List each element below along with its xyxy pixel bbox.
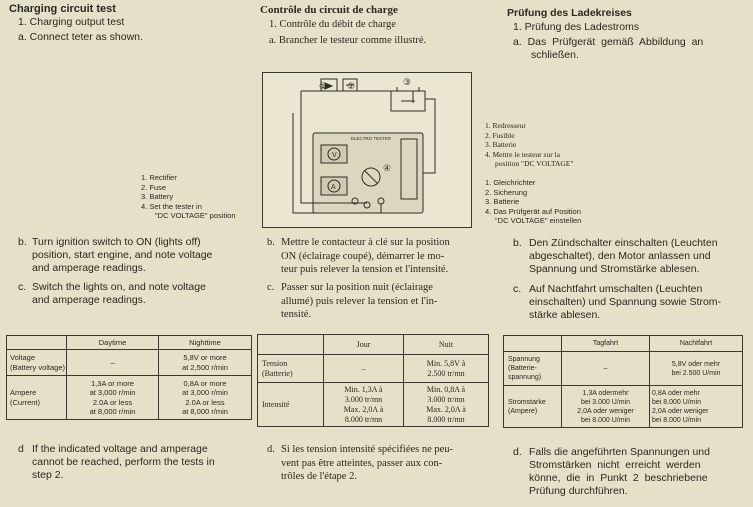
en-legend-item: 4. Set the tester in [141, 201, 202, 211]
callout-3: ③ [403, 78, 412, 88]
fr-step-d [267, 443, 497, 484]
fr-table-cell: Min. 0,8A à 3.000 tr/mn Max. 2,0A à 8.000 tr/mn [404, 383, 489, 427]
fr-step-c-marker: c. [267, 282, 275, 293]
de-table-cell: 5,8V oder mehr bei 2.500 U/min [650, 352, 743, 386]
fr-step-c [267, 281, 497, 322]
de-legend-item: "DC VOLTAGE" einstellen [495, 216, 582, 225]
fr-table-cell: – [324, 355, 404, 383]
fr-table-cell: Min. 5,8V à 2.500 tr/mn [404, 355, 489, 383]
en-step-b-line: position, start engine, and note voltage [32, 249, 213, 261]
english-column [0, 0, 255, 507]
de-table-col-tagfahrt: Tagfahrt [562, 336, 650, 352]
fr-step-b-line: Mettre le contacteur à clé sur la position [281, 237, 450, 248]
german-column [485, 0, 728, 507]
fr-step-c-line: allumé) puis relever la tension et l'in- [281, 295, 438, 307]
en-table-cell: 5,8V or more at 2,500 r/min [159, 350, 252, 376]
fr-step-b-marker: b. [267, 237, 275, 248]
fr-legend-item: 2. Fusible [485, 130, 515, 140]
fr-table-col-jour: Jour [324, 335, 404, 355]
fr-legend-item: position "DC VOLTAGE" [495, 159, 574, 168]
de-step-d-line: Stromstärken nicht erreicht werden [529, 459, 701, 471]
tester-wiring-figure [262, 72, 472, 228]
en-step-b-marker: b. [18, 236, 27, 248]
fr-spec-table [257, 334, 489, 427]
de-step-d-line: Falls die angeführten Spannungen und [529, 446, 710, 458]
de-step-b-line: Den Zündschalter einschalten (Leuchten [529, 237, 718, 249]
fr-step-d-marker: d. [267, 444, 275, 455]
de-step-b-marker: b. [513, 237, 522, 249]
en-step-d-line: step 2. [32, 469, 64, 481]
svg-text:V: V [332, 152, 337, 159]
de-step-c [513, 283, 753, 322]
de-item-a [513, 36, 753, 62]
de-table-row-label: Stromstarke (Ampere) [504, 386, 562, 428]
en-table-col-daytime: Daytime [67, 336, 159, 350]
en-step-c [18, 281, 258, 307]
en-figure-legend [141, 173, 266, 221]
en-legend-item: 3. Battery [141, 192, 174, 201]
de-step-d-line: könne, die in Punkt 2 beschriebene [529, 472, 708, 484]
fr-step-d-line: vent pas être atteintes, passer aux con- [281, 457, 443, 469]
de-legend-item: 1. Gleichrichter [485, 178, 536, 187]
fr-item-1: 1. Contrôle du débit de charge [269, 19, 396, 30]
en-step-d-line: cannot be reached, perform the tests in [32, 456, 215, 468]
de-step-b-line: Spannung und Stromstärke ablesen. [529, 263, 700, 275]
en-title: Charging circuit test [9, 3, 116, 15]
en-step-d [18, 443, 258, 482]
de-table-row-label: Spannung (Batterie- spannung) [504, 352, 562, 386]
fr-table-row-label: Tension (Batterie) [258, 355, 324, 383]
fr-step-c-line: tensité. [281, 309, 312, 320]
en-legend-item: 2. Fuse [141, 182, 167, 192]
de-table-col-nachtfahrt: Nachtfahrt [650, 336, 743, 352]
en-table-corner [7, 336, 67, 350]
en-table-col-nighttime: Nighttime [159, 336, 252, 350]
de-item-a-line: schließen. [531, 49, 579, 61]
en-table-cell: – [67, 350, 159, 376]
de-step-c-line: Auf Nachtfahrt umschalten (Leuchten [529, 283, 703, 295]
fr-table-col-nuit: Nuit [404, 335, 489, 355]
de-table-cell: 0,8A oder mehr bei 8.000 U/min 2,0A oder weniger bei 8.000 U/min [650, 386, 743, 428]
en-step-d-line: If the indicated voltage and amperage [32, 443, 208, 455]
de-figure-legend [485, 178, 635, 226]
en-step-c-marker: c. [18, 281, 27, 293]
callout-1: ① [319, 82, 328, 92]
de-step-c-line: stärke ablesen. [529, 309, 601, 321]
de-table-cell: – [562, 352, 650, 386]
fr-item-a: a. Brancher le testeur comme illustré. [269, 35, 427, 46]
fr-title: Contrôle du circuit de charge [260, 4, 398, 16]
de-table-cell: 1,3A odermehr bei 3.000 U/min 2,0A oder weniger bei 8.000 U/min [562, 386, 650, 428]
fr-table-cell: Min. 1,3A à 3.000 tr/mn Max. 2,0A à 8.000 tr/mn [324, 383, 404, 427]
fr-step-d-line: trôles de l'étape 2. [281, 471, 357, 482]
de-step-b-line: abgeschaltet), den Motor anlassen und [529, 250, 711, 262]
de-step-d-line: Prüfung durchführen. [529, 485, 628, 497]
en-step-b-line: Turn ignition switch to ON (lights off) [32, 236, 201, 248]
de-spec-table [503, 335, 743, 428]
fr-legend-item: 3. Batterie [485, 140, 517, 149]
en-legend-item: 1. Rectifier [141, 173, 177, 182]
en-table-row-label: Ampere (Current) [7, 376, 67, 420]
svg-text:A: A [331, 184, 336, 191]
de-step-d-marker: d. [513, 446, 522, 458]
de-legend-item: 4. Das Prüfgerät auf Position [485, 206, 581, 216]
fr-step-b-line: ON (éclairage coupé), démarrer le mo- [281, 250, 445, 262]
de-item-a-line: a. Das Prüfgerät gemäß Abbildung an [513, 36, 704, 48]
fr-step-b [267, 236, 497, 277]
en-item-a: a. Connect teter as shown. [18, 31, 143, 43]
en-legend-item: "DC VOLTAGE" position [155, 211, 236, 220]
de-item-1: 1. Prüfung des Ladestroms [513, 21, 640, 33]
fr-legend-item: 1. Redresseur [485, 121, 526, 130]
en-step-b-line: and amperage readings. [32, 262, 146, 274]
de-table-corner [504, 336, 562, 352]
de-legend-item: 2. Sicherung [485, 187, 528, 197]
de-step-b [513, 237, 753, 276]
de-step-c-line: einschalten) und Spannung sowie Strom- [529, 296, 722, 308]
tester-label: ELECTRO TESTER [351, 136, 392, 141]
fr-step-b-line: teur puis relever la tension et l'intensité. [281, 264, 449, 275]
en-item-1: 1. Charging output test [18, 16, 125, 28]
en-step-d-marker: d [18, 443, 24, 455]
wiring-diagram [263, 73, 471, 227]
de-legend-item: 3. Batterie [485, 197, 520, 206]
en-step-c-line: and amperage readings. [32, 294, 146, 306]
fr-table-corner [258, 335, 324, 355]
de-step-d [513, 446, 753, 498]
callout-2: ② [347, 82, 356, 92]
en-step-b [18, 236, 258, 275]
en-step-c-line: Switch the lights on, and note voltage [32, 281, 206, 293]
fr-table-row-label: Intensité [258, 383, 324, 427]
callout-4: ④ [383, 164, 392, 174]
fr-step-d-line: Si les tension intensité spécifiées ne peu- [281, 444, 454, 455]
en-spec-table [6, 335, 252, 420]
en-table-row-label: Voltage (Battery voltage) [7, 350, 67, 376]
en-table-cell: 1,3A or more at 3,000 r/min 2.0A or less at 8,000 r/min [67, 376, 159, 420]
en-table-cell: 0,8A or more at 3,000 r/min 2.0A or less at 8,000 r/min [159, 376, 252, 420]
fr-legend-item: 4. Mettre le testeur sur la [485, 149, 560, 159]
de-step-c-marker: c. [513, 283, 522, 295]
fr-step-c-line: Passer sur la position nuit (éclairage [281, 282, 433, 293]
de-title: Prüfung des Ladekreises [507, 7, 632, 19]
